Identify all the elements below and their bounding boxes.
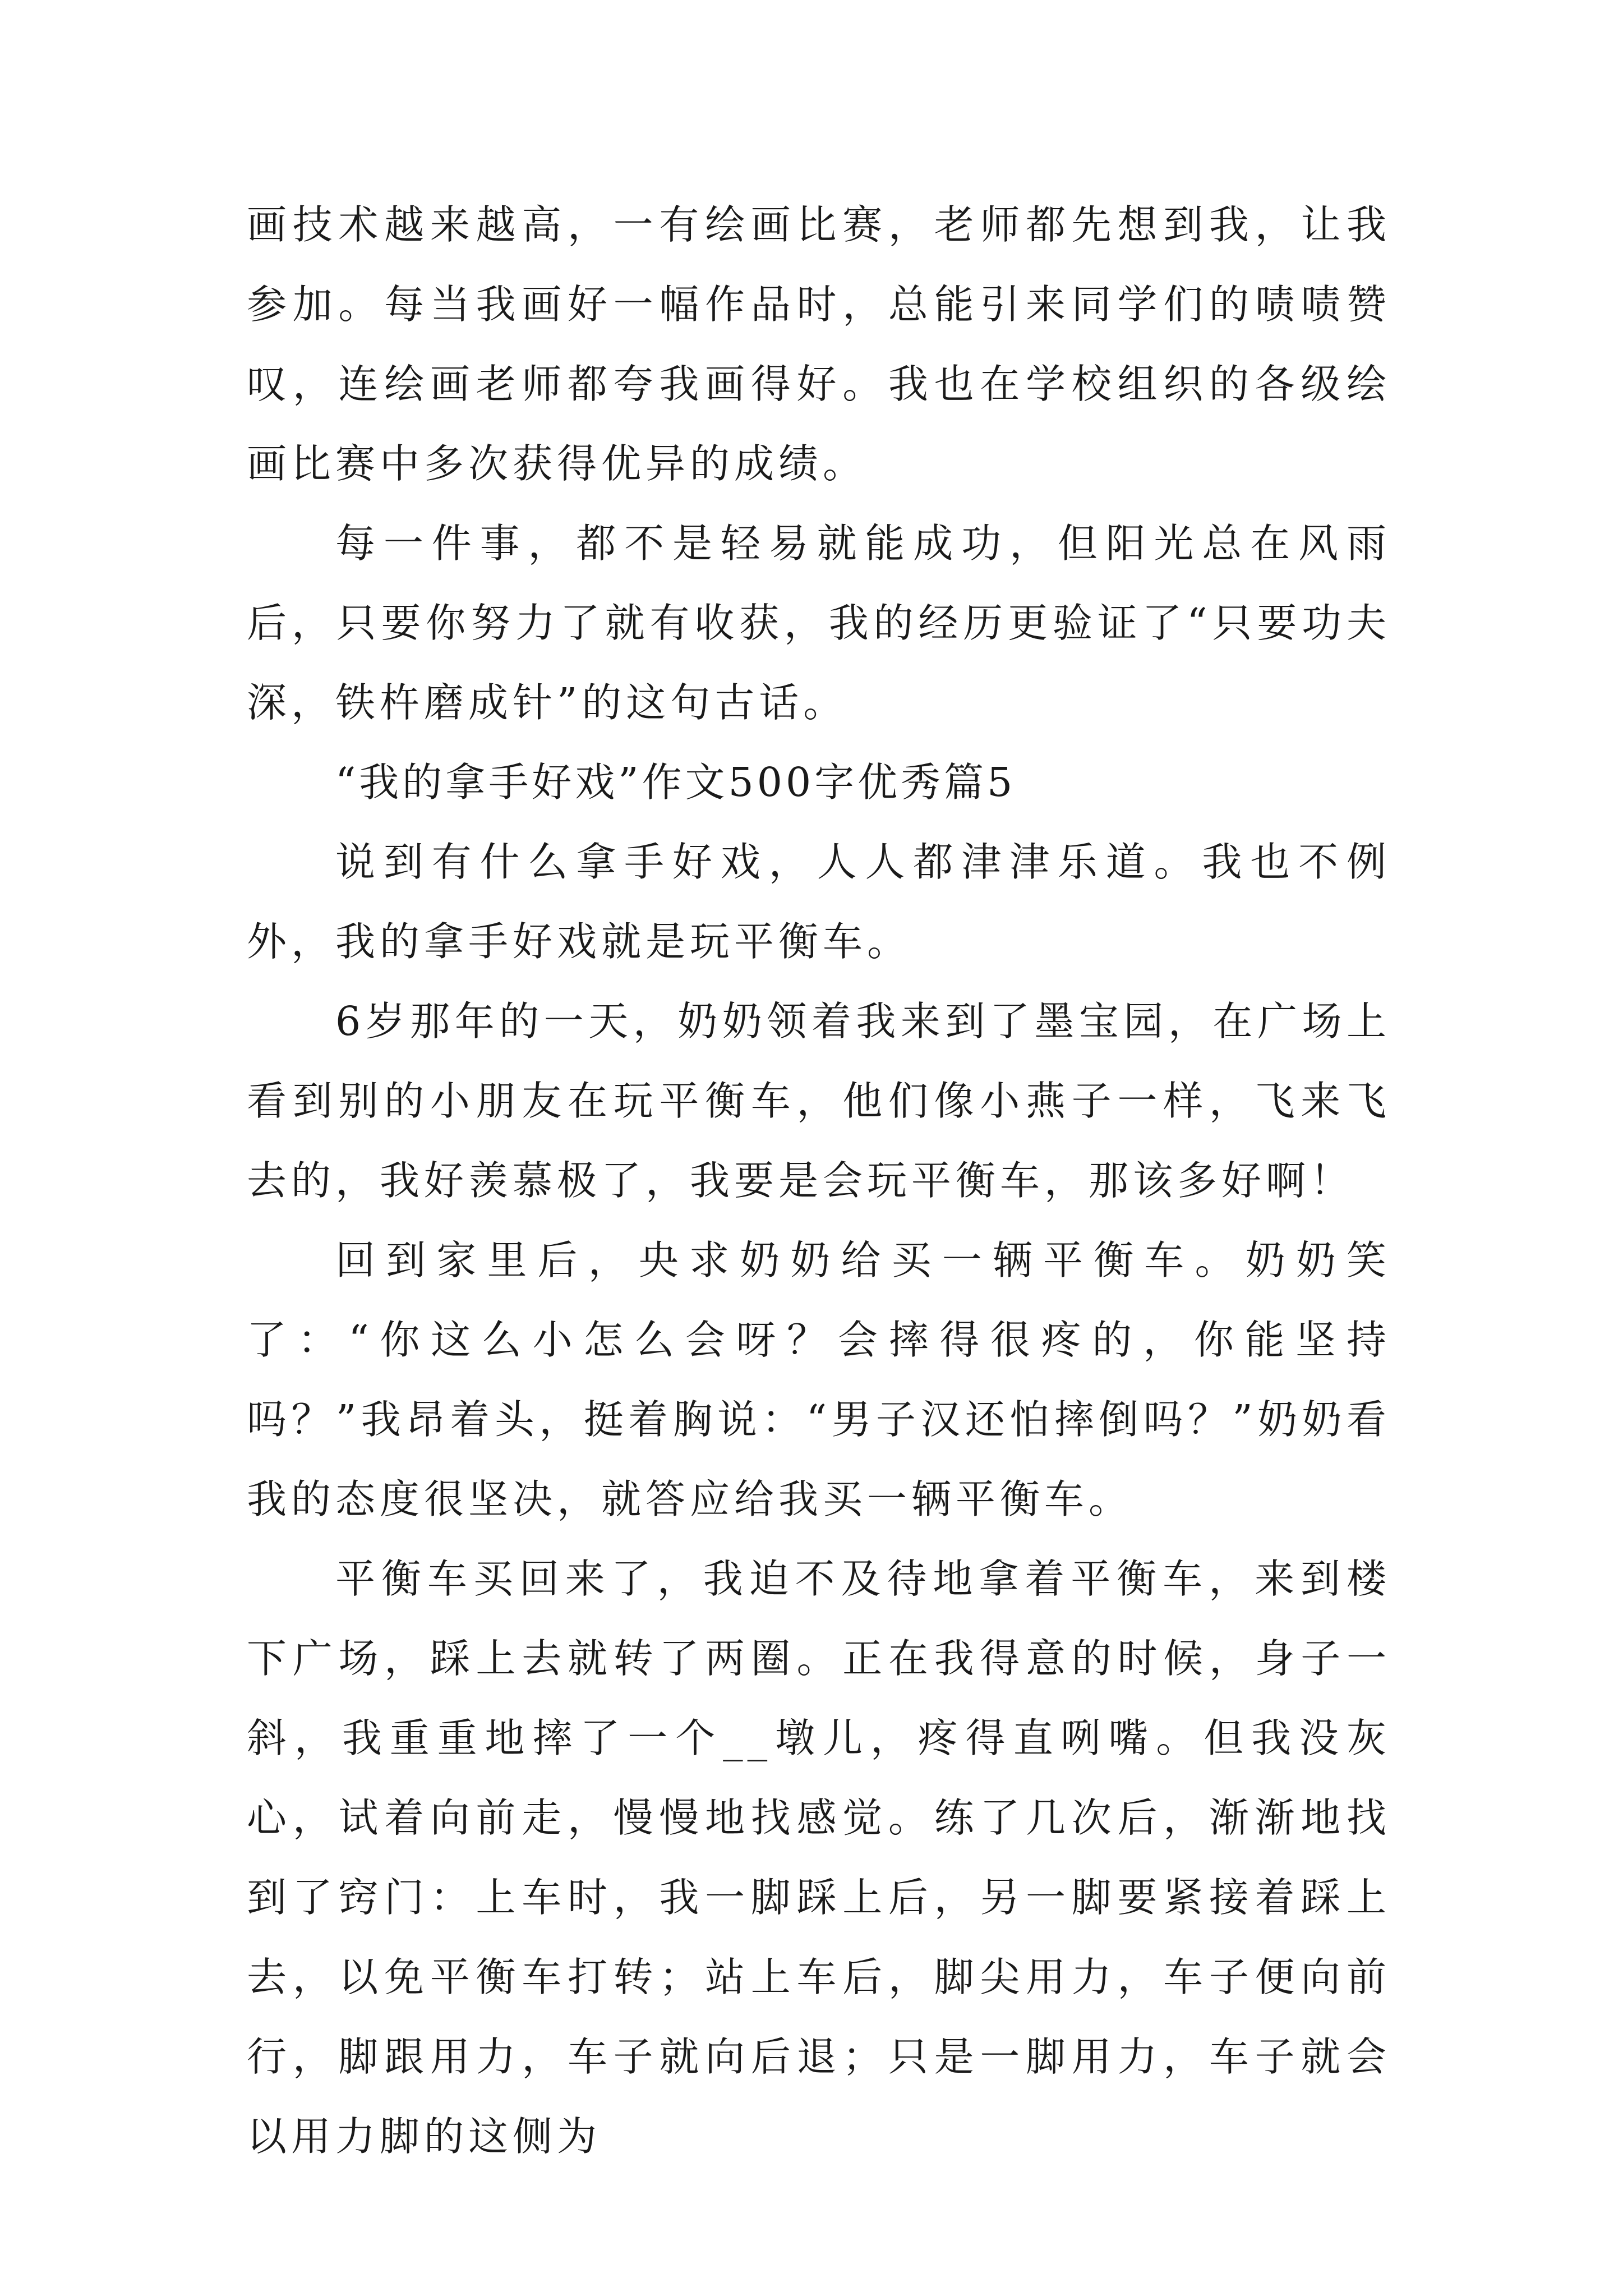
paragraph-continued: 画技术越来越高，一有绘画比赛，老师都先想到我，让我参加。每当我画好一幅作品时，总能引来同学们的啧啧赞叹，连绘画老师都夸我画得好。我也在学校组织的各级绘画比赛中多次获得优异的成绩。 xyxy=(247,201,1391,487)
document-body xyxy=(247,185,1391,2177)
paragraph-home: 回到家里后，央求奶奶给买一辆平衡车。奶奶笑了：“你这么小怎么会呀？会摔得很疼的，你能坚持吗？”我昂着头，挺着胸说：“男子汉还怕摔倒吗？”奶奶看我的态度很坚决，就答应给我买一辆平衡车。 xyxy=(247,1237,1391,1522)
paragraph-conclusion: 每一件事，都不是轻易就能成功，但阳光总在风雨后，只要你努力了就有收获，我的经历更验证了“只要功夫深，铁杵磨成针”的这句古话。 xyxy=(247,520,1391,726)
paragraph-memory: 6岁那年的一天，奶奶领着我来到了墨宝园，在广场上看到别的小朋友在玩平衡车，他们像小燕子一样，飞来飞去的，我好羡慕极了，我要是会玩平衡车，那该多好啊！ xyxy=(247,998,1391,1204)
paragraph-practice: 平衡车买回来了，我迫不及待地拿着平衡车，来到楼下广场，踩上去就转了两圈。正在我得意的时候，身子一斜，我重重地摔了一个__墩儿，疼得直咧嘴。但我没灰心，试着向前走，慢慢地找感觉。练了几次后，渐渐地找到了窍门：上车时，我一脚踩上后，另一脚要紧接着踩上去，以免平衡车打转；站上车后，脚尖用力，车子便向前行，脚跟用力，车子就向后退；只是一脚用力，车子就会以用力脚的这侧为 xyxy=(247,1556,1391,2160)
essay-heading: “我的拿手好戏”作文500字优秀篇5 xyxy=(335,759,1016,806)
paragraph-intro: 说到有什么拿手好戏，人人都津津乐道。我也不例外，我的拿手好戏就是玩平衡车。 xyxy=(247,839,1391,965)
